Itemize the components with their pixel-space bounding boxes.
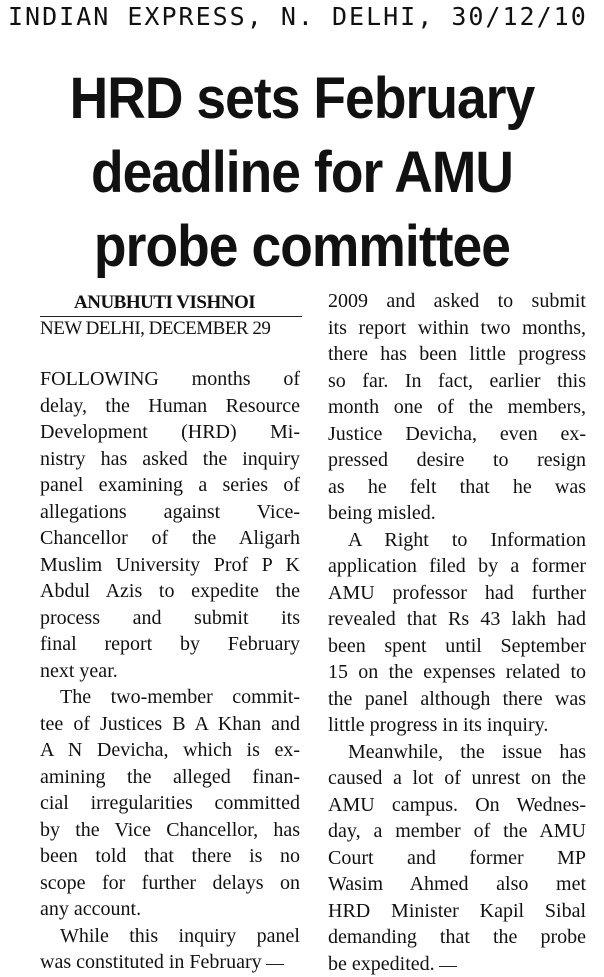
body-line: Development (HRD) Mi-	[40, 419, 300, 446]
body-line: HRD Minister Kapil Sibal	[328, 898, 586, 925]
body-line: Muslim University Prof P K	[40, 552, 300, 579]
continuation-dash	[266, 964, 284, 965]
body-line: been told that there is no	[40, 843, 300, 870]
body-line: final report by February	[40, 631, 300, 658]
body-line: Wasim Ahmed also met	[328, 871, 586, 898]
body-line: little progress in its inquiry.	[328, 712, 586, 739]
body-line: its report within two months,	[328, 315, 586, 342]
body-line: next year.	[40, 658, 300, 685]
body-line: The two-member commit-	[40, 684, 300, 711]
body-line: been spent until September	[328, 633, 586, 660]
body-line: tee of Justices B A Khan and	[40, 711, 300, 738]
body-line-last	[328, 951, 586, 977]
body-line: month one of the members,	[328, 394, 586, 421]
body-line: revealed that Rs 43 lakh had	[328, 606, 586, 633]
body-line: 15 on the expenses related to	[328, 659, 586, 686]
body-line: FOLLOWING months of	[40, 366, 300, 393]
body-line: Chancellor of the Aligarh	[40, 525, 300, 552]
headline-line-2: deadline for AMU	[24, 136, 580, 210]
article-headline	[24, 62, 580, 284]
body-line: as he felt that he was	[328, 474, 586, 501]
body-line: cial irregularities committed	[40, 790, 300, 817]
body-line: AMU professor had further	[328, 580, 586, 607]
article-column-left	[40, 366, 300, 976]
end-dash	[439, 966, 457, 967]
body-line: Court and former MP	[328, 845, 586, 872]
body-line-text: was constituted in February	[40, 951, 262, 973]
body-line: A N Devicha, which is ex-	[40, 737, 300, 764]
article-column-right	[328, 288, 586, 977]
body-line: by the Vice Chancellor, has	[40, 817, 300, 844]
headline-line-1: HRD sets February	[24, 62, 580, 136]
body-line: panel examining a series of	[40, 472, 300, 499]
body-line: day, a member of the AMU	[328, 818, 586, 845]
author-byline: ANUBHUTI VISHNOI	[74, 292, 255, 314]
body-line: caused a lot of unrest on the	[328, 765, 586, 792]
body-line: scope for further delays on	[40, 870, 300, 897]
body-line: Justice Devicha, even ex-	[328, 421, 586, 448]
body-line: Meanwhile, the issue has	[328, 739, 586, 766]
body-line: there has been little progress	[328, 341, 586, 368]
body-line: While this inquiry panel	[40, 923, 300, 950]
body-line: any account.	[40, 896, 300, 923]
publication-source-line: INDIAN EXPRESS, N. DELHI, 30/12/10	[8, 2, 588, 31]
body-line: application filed by a former	[328, 553, 586, 580]
body-line: the panel although there was	[328, 686, 586, 713]
body-line: demanding that the probe	[328, 924, 586, 951]
dateline: NEW DELHI, DECEMBER 29	[40, 316, 302, 340]
body-line-text: be expedited.	[328, 953, 435, 975]
body-line: process and submit its	[40, 605, 300, 632]
body-line-last	[40, 949, 300, 976]
body-line: delay, the Human Resource	[40, 393, 300, 420]
body-line: A Right to Information	[328, 527, 586, 554]
body-line: 2009 and asked to submit	[328, 288, 586, 315]
body-line: amining the alleged finan-	[40, 764, 300, 791]
body-line: pressed desire to resign	[328, 447, 586, 474]
body-line: allegations against Vice-	[40, 499, 300, 526]
body-line: so far. In fact, earlier this	[328, 368, 586, 395]
headline-line-3: probe committee	[24, 210, 580, 284]
body-line: being misled.	[328, 500, 586, 527]
body-line: AMU campus. On Wednes-	[328, 792, 586, 819]
body-line: Abdul Azis to expedite the	[40, 578, 300, 605]
body-line: nistry has asked the inquiry	[40, 446, 300, 473]
